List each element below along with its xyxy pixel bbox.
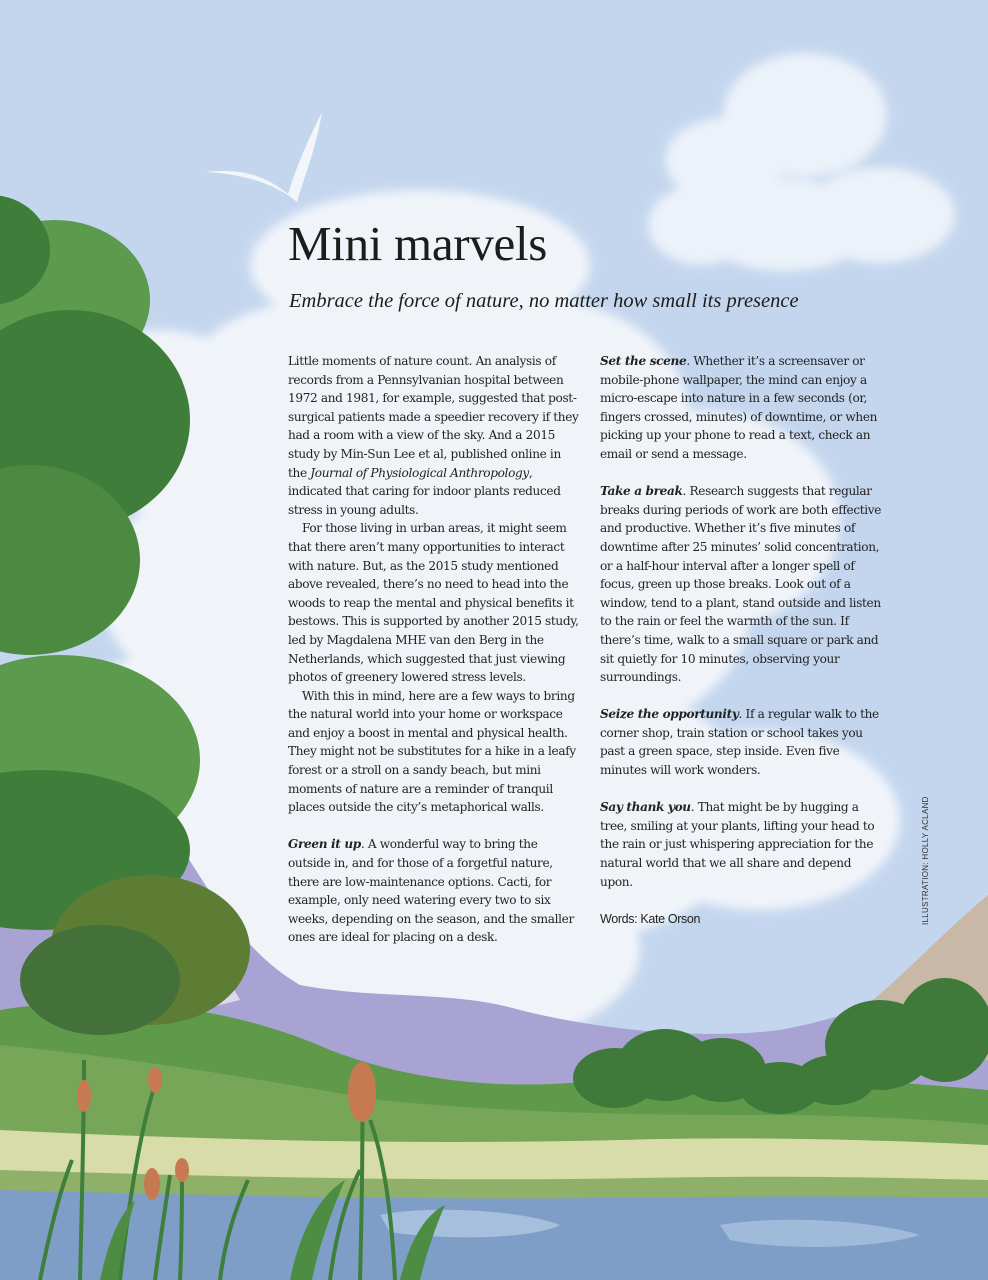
journal-title: Journal of Physiological Anthropology	[310, 465, 529, 480]
intro-paragraph: Little moments of nature count. An analysis of records from a Pennsylvanian hospital between 1972 and 1981, for example, suggested that post-surgical patients made a speedier recovery if they had a room with a view of the sky. And a 2015 study by Min-Sun Lee et al, published online in the Journal of Physiological Anthropology, indicated that caring for indoor plants reduced stress in young adults.	[288, 354, 579, 517]
tip-set-the-scene: Set the scene. Whether it’s a screensaver or mobile-phone wallpaper, the mind can enjoy a micro-escape into nature in a few seconds (or, fingers crossed, minutes) of downtime, or when picking up your phone to read a text, check an email or send a message.	[600, 354, 878, 461]
tip-say-thank-you: Say thank you. That might be by hugging a tree, smiling at your plants, lifting your head to the rain or just whispering appreciation for the natural world that we all share and depend upon.	[600, 800, 875, 889]
article-column-right	[600, 352, 885, 928]
tip-heading: Green it up	[288, 837, 361, 852]
tip-green-it-up: Green it up. A wonderful way to bring the outside in, and for those of a forgetful nature, there are low-maintenance options. Cacti, for example, only need watering every two to six weeks, depending on the season, and the smaller ones are ideal for placing on a desk.	[288, 837, 574, 945]
tip-seize-the-opportunity: Seize the opportunity. If a regular walk to the corner shop, train station or school takes you past a green space, step inside. Even five minutes will work wonders.	[600, 707, 879, 778]
tip-heading: Take a break	[600, 484, 683, 499]
article-title: Mini marvels	[288, 216, 548, 271]
author-name: Kate Orson	[640, 911, 701, 926]
illustration-credit: ILLUSTRATION: HOLLY ACLAND	[921, 796, 930, 925]
tip-take-a-break: Take a break. Research suggests that regular breaks during periods of work are both effective and productive. Whether it’s five minutes of downtime after 25 minutes’ solid concentration, or a half-hour interval after a longer spell of focus, green up those breaks. Look out of a window, tend to a plant, stand outside and listen to the rain or feel the warmth of the sun. If there’s time, walk to a small square or park and sit quietly for 10 minutes, observing your surroundings.	[600, 484, 882, 685]
article-subtitle: Embrace the force of nature, no matter how small its presence	[289, 290, 799, 312]
tip-heading: Say thank you	[600, 800, 691, 815]
article-column-left	[288, 352, 580, 947]
body-paragraph-2: For those living in urban areas, it might seem that there aren’t many opportunities to interact with nature. But, as the 2015 study mentioned above revealed, there’s no need to head into the woods to reap the mental and physical benefits it bestows. This is supported by another 2015 study, led by Magdalena MHE van den Berg in the Netherlands, which suggested that just viewing photos of greenery lowered stress levels.	[288, 521, 579, 685]
tip-heading: Set the scene	[600, 354, 687, 368]
tip-heading: Seize the opportunity	[600, 707, 739, 722]
author-byline: Words: Kate Orson	[600, 911, 701, 926]
body-paragraph-3: With this in mind, here are a few ways to bring the natural world into your home or workspace and enjoy a boost in mental and physical health. They might not be substitutes for a hike in a leafy forest or a stroll on a sandy beach, but mini moments of nature are a reminder of tranquil places outside the city’s metaphorical walls.	[288, 688, 576, 815]
